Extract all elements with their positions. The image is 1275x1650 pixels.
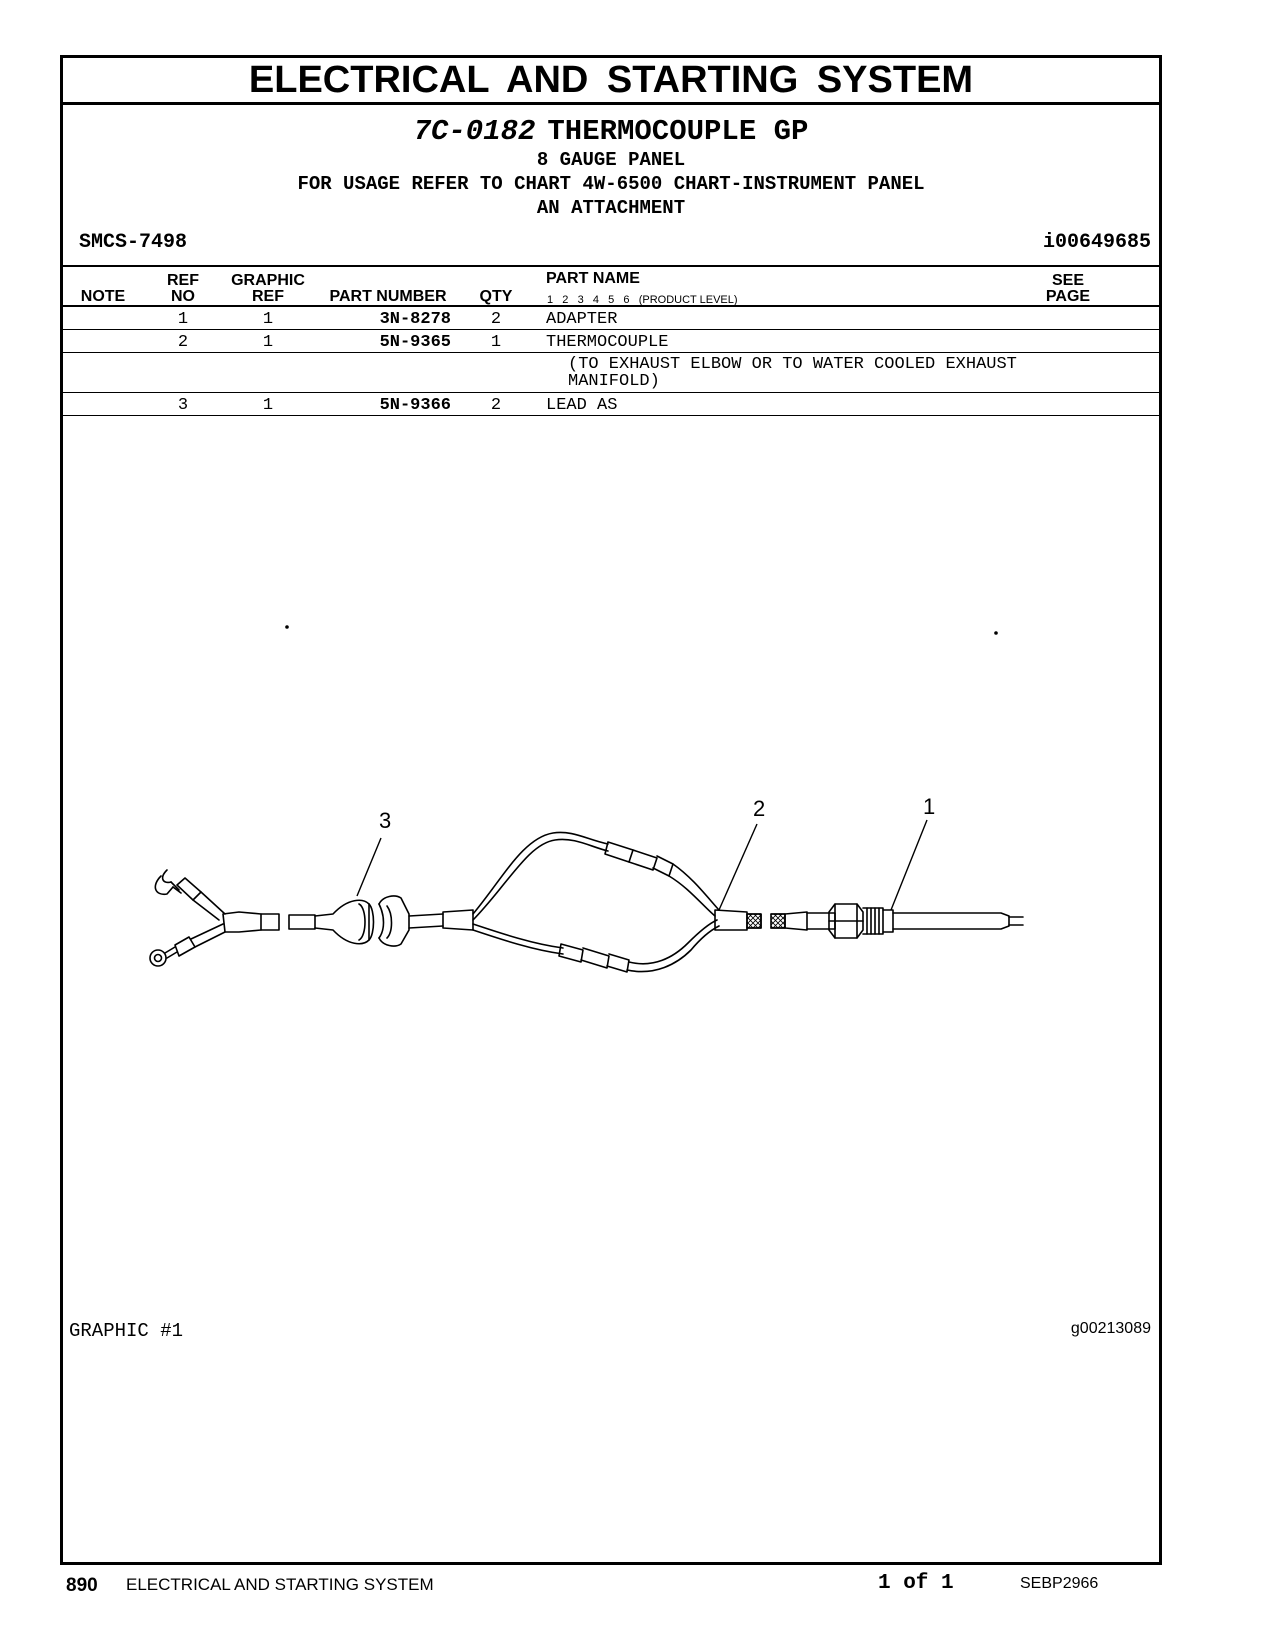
- callout-label: 2: [753, 796, 766, 821]
- header-note: NOTE: [80, 288, 126, 305]
- subtitle-line-2: FOR USAGE REFER TO CHART 4W-6500 CHART-INSTRUMENT PANEL: [297, 173, 925, 195]
- header-see-bottom: PAGE: [1045, 288, 1091, 305]
- subtitle-line-1: 8 GAUGE PANEL: [536, 149, 686, 171]
- section-title: ELECTRICAL AND STARTING SYSTEM: [63, 58, 1159, 105]
- note-line-1: (TO EXHAUST ELBOW OR TO WATER COOLED EXHAUST: [568, 355, 1017, 374]
- header-graphic-top: GRAPHIC: [231, 272, 305, 289]
- leader-line-1: [891, 820, 927, 910]
- header-ref-bottom: NO: [171, 288, 195, 305]
- leader-line-3: [357, 838, 381, 896]
- graphic-id: g00213089: [1070, 1320, 1151, 1337]
- smcs-code: SMCS-7498: [79, 231, 188, 254]
- row-qty: 2: [490, 396, 502, 415]
- row-qty: 2: [490, 310, 502, 329]
- graphic-label: GRAPHIC #1: [69, 1320, 184, 1342]
- header-product-level: 1 2 3 4 5 6 (PRODUCT LEVEL): [547, 294, 738, 306]
- page-frame: [60, 55, 1162, 1565]
- callout-label: 1: [923, 794, 936, 819]
- row-ref: 2: [177, 333, 189, 352]
- footer-section: ELECTRICAL AND STARTING SYSTEM: [126, 1575, 434, 1594]
- row-part-number: 5N-9366: [379, 396, 451, 415]
- header-part-name: PART NAME: [546, 270, 640, 287]
- stray-dot: [286, 626, 288, 628]
- header-graphic-bottom: REF: [252, 288, 284, 305]
- row-part-number: 5N-9365: [379, 333, 451, 352]
- header-see-top: SEE: [1051, 272, 1084, 289]
- row-part-number: 3N-8278: [379, 310, 451, 329]
- illustration-id: i00649685: [1042, 231, 1151, 254]
- row-qty: 1: [490, 333, 502, 352]
- row-ref: 1: [177, 310, 189, 329]
- row-graphic: 1: [262, 333, 274, 352]
- document-id: SEBP2966: [1020, 1575, 1099, 1592]
- connector-plug: [315, 900, 369, 943]
- group-name: THERMOCOUPLE GP: [547, 115, 809, 148]
- row-part-name: THERMOCOUPLE: [546, 333, 669, 352]
- spade-terminal-icon: [155, 870, 225, 920]
- header-ref-top: REF: [167, 272, 199, 289]
- header-qty: QTY: [479, 288, 513, 305]
- row-ref: 3: [177, 396, 189, 415]
- header-part-number: PART NUMBER: [329, 288, 447, 305]
- leader-line-2: [719, 824, 757, 910]
- callout-label: 3: [379, 808, 392, 833]
- ring-terminal-icon: [150, 924, 225, 966]
- note-line-2: MANIFOLD): [568, 372, 660, 391]
- subtitle-line-3: AN ATTACHMENT: [536, 197, 686, 219]
- group-part-number: 7C-0182: [413, 115, 536, 148]
- row-graphic: 1: [262, 310, 274, 329]
- page-number: 890: [66, 1575, 98, 1596]
- row-graphic: 1: [262, 396, 274, 415]
- page-of: 1 of 1: [878, 1572, 954, 1595]
- thermocouple-diagram: [63, 58, 1159, 1558]
- row-part-name: LEAD AS: [546, 396, 618, 415]
- stray-dot: [995, 632, 997, 634]
- row-part-name: ADAPTER: [546, 310, 618, 329]
